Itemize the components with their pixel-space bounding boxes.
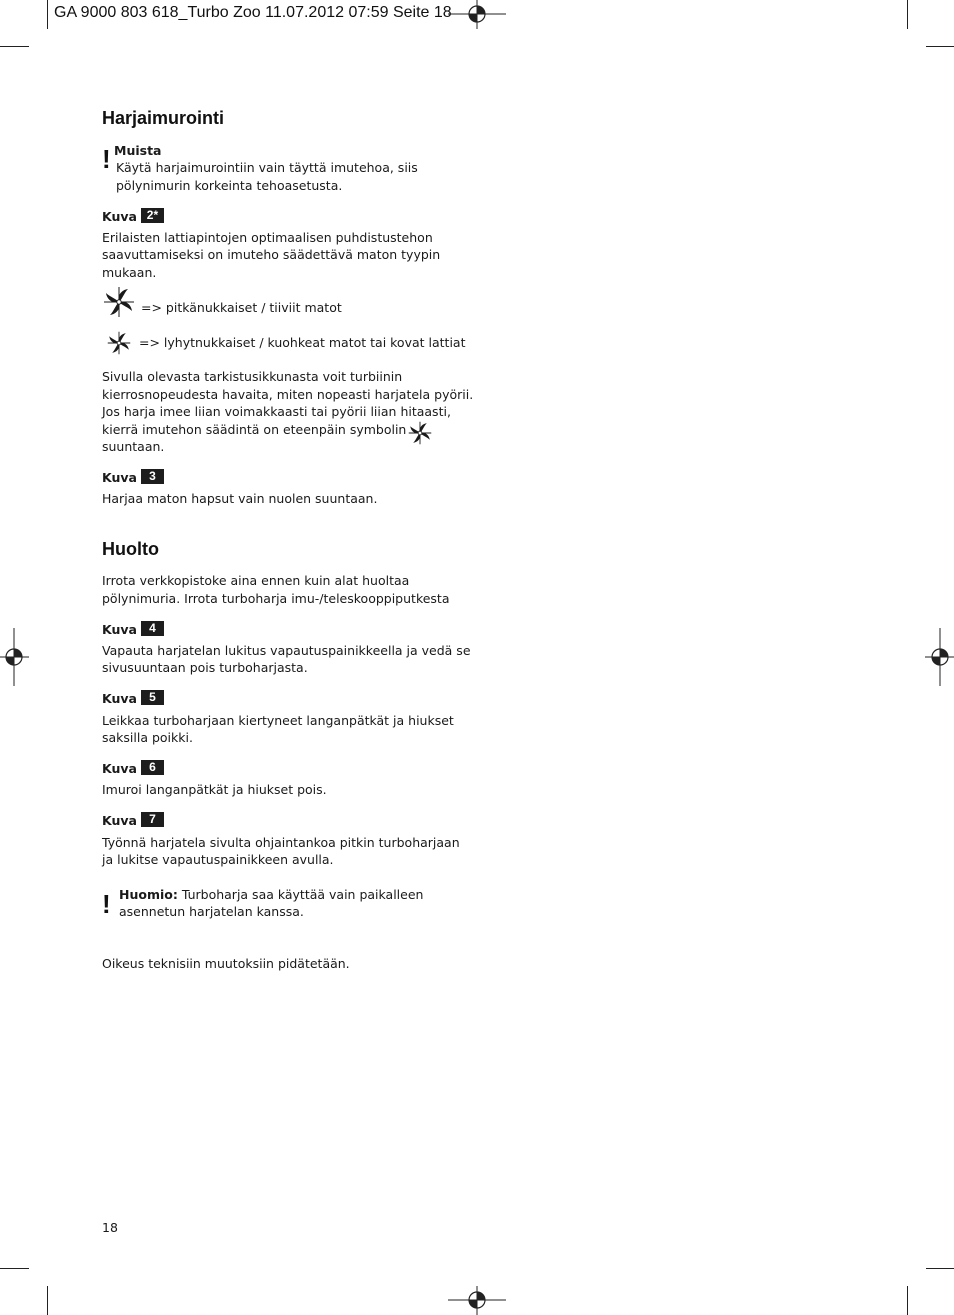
figure-ref-6 bbox=[102, 760, 164, 777]
figure-number-badge: 2* bbox=[141, 208, 164, 223]
para-line-2: kierrosnopeudesta havaita, miten nopeasti harjatela pyörii. bbox=[102, 387, 474, 402]
intro-line-2: pölynimuria. Irrota turboharja imu-/teleskooppiputkesta bbox=[102, 591, 450, 606]
figure-number-badge: 7 bbox=[141, 812, 164, 827]
fig5-text-line-1: Leikkaa turboharjaan kiertyneet langanpätkät ja hiukset bbox=[102, 713, 454, 728]
symbol-small-description: => lyhytnukkaiset / kuohkeat matot tai kovat lattiat bbox=[139, 335, 466, 350]
turbo-fan-small-icon bbox=[107, 331, 131, 359]
fig4-text-line-2: sivusuuntaan pois turboharjasta. bbox=[102, 660, 308, 675]
figure-ref-7 bbox=[102, 812, 164, 829]
fig2-text-line-3: mukaan. bbox=[102, 265, 157, 280]
figure-ref-4 bbox=[102, 621, 164, 638]
para-line-5: suuntaan. bbox=[102, 439, 165, 454]
para-line-1: Sivulla olevasta tarkistusikkunasta voit turbiinin bbox=[102, 369, 403, 384]
fig2-text-line-1: Erilaisten lattiapintojen optimaalisen puhdistustehon bbox=[102, 230, 433, 245]
fig2-text-line-2: saavuttamiseksi on imuteho säädettävä maton tyypin bbox=[102, 247, 441, 262]
section-title-brush-vacuuming: Harjaimurointi bbox=[102, 108, 225, 128]
fig6-text-line-1: Imuroi langanpätkät ja hiukset pois. bbox=[102, 782, 327, 797]
fig7-text-line-1: Työnnä harjatela sivulta ohjaintankoa pitkin turboharjaan bbox=[102, 835, 460, 850]
figure-label: Kuva bbox=[102, 209, 137, 224]
figure-label: Kuva bbox=[102, 691, 137, 706]
fig3-text-line-1: Harjaa maton hapsut vain nuolen suuntaan. bbox=[102, 491, 378, 506]
warning-exclamation-icon: ! bbox=[102, 144, 111, 174]
note-line-1 bbox=[119, 886, 499, 904]
figure-label: Kuva bbox=[102, 813, 137, 828]
note-line-2: asennetun harjatelan kanssa. bbox=[119, 904, 304, 919]
crop-mark-top-right-h bbox=[926, 46, 954, 47]
symbol-large-description: => pitkänukkaiset / tiiviit matot bbox=[141, 300, 342, 315]
para-line-4: kierrä imutehon säädintä on eteenpäin symbolin bbox=[102, 422, 407, 437]
notice-label: Muista bbox=[114, 143, 162, 158]
fig5-text-line-2: saksilla poikki. bbox=[102, 730, 193, 745]
crop-mark-bottom-right-h bbox=[926, 1268, 954, 1269]
para-line-3: Jos harja imee liian voimakkaasti tai pyörii liian hitaasti, bbox=[102, 404, 451, 419]
figure-number-badge: 4 bbox=[141, 621, 164, 636]
figure-label: Kuva bbox=[102, 470, 137, 485]
crop-mark-top-right-v bbox=[907, 0, 908, 29]
note-text: Turboharja saa käyttää vain paikalleen bbox=[181, 887, 424, 902]
notice-text-line-2: pölynimurin korkeinta tehoasetusta. bbox=[116, 178, 343, 193]
figure-label: Kuva bbox=[102, 622, 137, 637]
figure-ref-5 bbox=[102, 690, 164, 707]
registration-mark-icon bbox=[925, 628, 954, 686]
crop-mark-top-left-v bbox=[47, 0, 48, 29]
fig7-text-line-2: ja lukitse vapautuspainikkeen avulla. bbox=[102, 852, 334, 867]
crop-mark-bottom-right-v bbox=[907, 1286, 908, 1315]
figure-number-badge: 5 bbox=[141, 690, 164, 705]
warning-exclamation-icon: ! bbox=[102, 889, 111, 919]
figure-number-badge: 3 bbox=[141, 469, 164, 484]
section-title-maintenance: Huolto bbox=[102, 539, 159, 559]
registration-mark-icon bbox=[448, 0, 506, 29]
crop-mark-top-left-h bbox=[0, 46, 29, 47]
rights-reserved-note: Oikeus teknisiin muutoksiin pidätetään. bbox=[102, 956, 350, 971]
figure-ref-3 bbox=[102, 469, 164, 486]
registration-mark-icon bbox=[448, 1286, 506, 1315]
page-number: 18 bbox=[102, 1220, 118, 1235]
note-label: Huomio: bbox=[119, 887, 178, 902]
print-header: GA 9000 803 618_Turbo Zoo 11.07.2012 07:59 Seite 18 bbox=[54, 4, 452, 21]
registration-mark-icon bbox=[0, 628, 29, 686]
fig4-text-line-1: Vapauta harjatelan lukitus vapautuspainikkeella ja vedä se bbox=[102, 643, 471, 658]
figure-label: Kuva bbox=[102, 761, 137, 776]
notice-text-line-1: Käytä harjaimurointiin vain täyttä imutehoa, siis bbox=[116, 160, 418, 175]
crop-mark-bottom-left-v bbox=[47, 1286, 48, 1315]
crop-mark-bottom-left-h bbox=[0, 1268, 29, 1269]
intro-line-1: Irrota verkkopistoke aina ennen kuin alat huoltaa bbox=[102, 573, 410, 588]
turbo-fan-large-icon bbox=[102, 286, 136, 322]
figure-ref-2 bbox=[102, 208, 164, 225]
figure-number-badge: 6 bbox=[141, 760, 164, 775]
